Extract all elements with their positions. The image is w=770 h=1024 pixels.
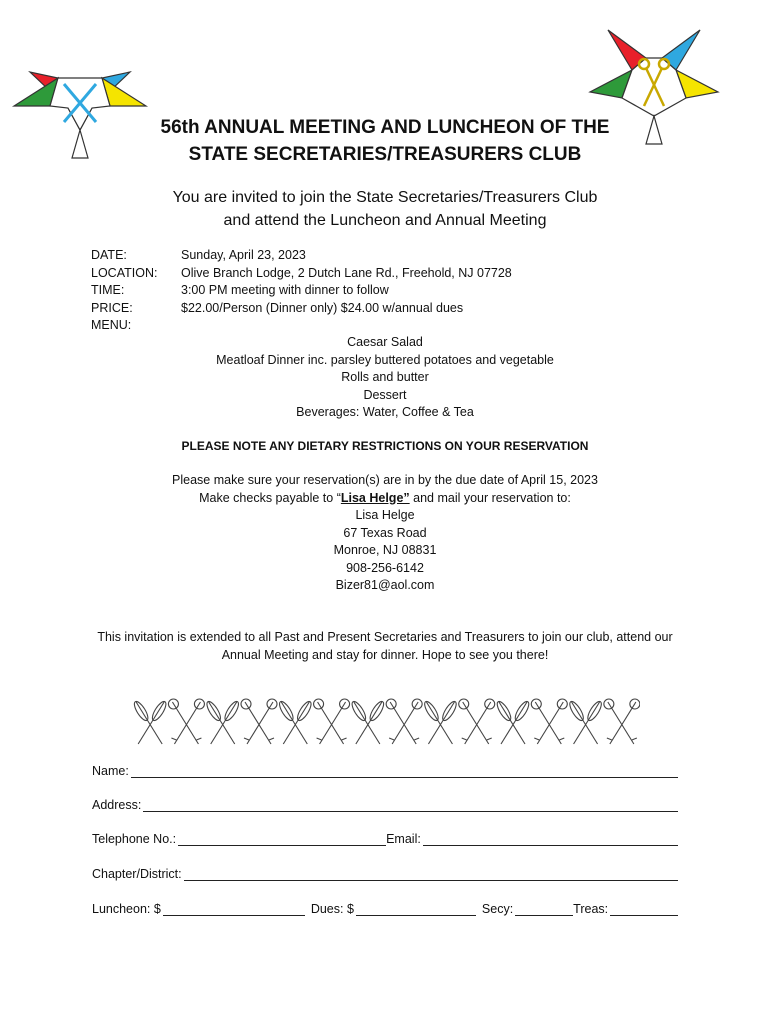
name-field[interactable] (131, 764, 678, 778)
menu-item: Beverages: Water, Coffee & Tea (296, 405, 474, 419)
telephone-email-row: Telephone No.: Email: (92, 832, 678, 846)
invitation-text: You are invited to join the State Secretaries/Treasurers Club and attend the Luncheon and Annual Meeting (172, 189, 598, 229)
address-field[interactable] (143, 798, 678, 812)
time-row: TIME: 3:00 PM meeting with dinner to follow (91, 282, 512, 300)
menu-item: Caesar Salad (347, 335, 423, 349)
crossed-quills-icon (567, 700, 603, 744)
due-date-line: Please make sure your reservation(s) are in by the due date of April 15, 2023 (172, 473, 598, 487)
treas-field[interactable] (610, 902, 678, 916)
crossed-keys-icon (604, 699, 640, 744)
mail-city: Monroe, NJ 08831 (333, 543, 437, 557)
crossed-quills-icon (422, 700, 458, 744)
payment-row: Luncheon: $ Dues: $ Secy: Treas: (92, 902, 678, 916)
date-value: Sunday, April 23, 2023 (181, 248, 306, 262)
crossed-keys-icon (168, 699, 204, 744)
menu-list (100, 334, 670, 422)
menu-item: Meatloaf Dinner inc. parsley buttered potatoes and vegetable (216, 352, 554, 367)
mail-phone: 908-256-6142 (346, 560, 424, 575)
time-value: 3:00 PM meeting with dinner to follow (181, 283, 389, 297)
mail-street: 67 Texas Road (343, 525, 427, 540)
menu-row: MENU: (91, 318, 132, 332)
menu-item: Dessert (363, 387, 407, 402)
chapter-district-field[interactable] (184, 867, 678, 881)
crossed-quills-icon (277, 700, 313, 744)
address-row: Address: (92, 798, 678, 812)
crossed-quills-icon (204, 700, 240, 744)
event-details (91, 247, 512, 335)
menu-item: Rolls and butter (341, 370, 429, 384)
crossed-keys-icon (386, 699, 422, 744)
checks-line: Make checks payable to “Lisa Helge” and mail your reservation to: (199, 490, 571, 505)
page-title: 56th ANNUAL MEETING AND LUNCHEON OF THE STATE SECRETARIES/TREASURERS CLUB (160, 117, 610, 165)
dues-amount-field[interactable] (356, 902, 476, 916)
price-value: $22.00/Person (Dinner only) $24.00 w/annual dues (181, 300, 464, 315)
crossed-keys-icon (459, 699, 495, 744)
crossed-quills-icon (132, 700, 168, 744)
mail-name: Lisa Helge (355, 508, 415, 522)
reservation-info (100, 472, 670, 595)
crossed-keys-icon (314, 699, 350, 744)
mail-email: Bizer81@aol.com (335, 578, 435, 592)
crossed-quills-icon (495, 700, 531, 744)
dietary-note: PLEASE NOTE ANY DIETARY RESTRICTIONS ON YOUR RESERVATION (181, 439, 589, 453)
location-row: LOCATION: Olive Branch Lodge, 2 Dutch Lane Rd., Freehold, NJ 07728 (91, 265, 512, 283)
invitation-extended-text: This invitation is extended to all Past and Present Secretaries and Treasurers to join our club, attend our Annual Meeting and stay for dinner. Hope to see you there! (97, 630, 673, 662)
name-row: Name: (92, 764, 678, 778)
price-row: PRICE: $22.00/Person (Dinner only) $24.00 w/annual dues (91, 300, 512, 318)
telephone-field[interactable] (178, 832, 386, 846)
crossed-keys-icon (531, 699, 567, 744)
location-value: Olive Branch Lodge, 2 Dutch Lane Rd., Freehold, NJ 07728 (181, 265, 512, 280)
luncheon-amount-field[interactable] (163, 902, 305, 916)
quill-key-divider (132, 696, 640, 748)
chapter-row: Chapter/District: (92, 867, 678, 881)
crossed-keys-icon (241, 699, 277, 744)
crossed-quills-icon (350, 700, 386, 744)
date-row: DATE: Sunday, April 23, 2023 (91, 247, 512, 265)
email-field[interactable] (423, 832, 678, 846)
payee-name: Lisa Helge” (340, 490, 410, 505)
secy-field[interactable] (515, 902, 573, 916)
